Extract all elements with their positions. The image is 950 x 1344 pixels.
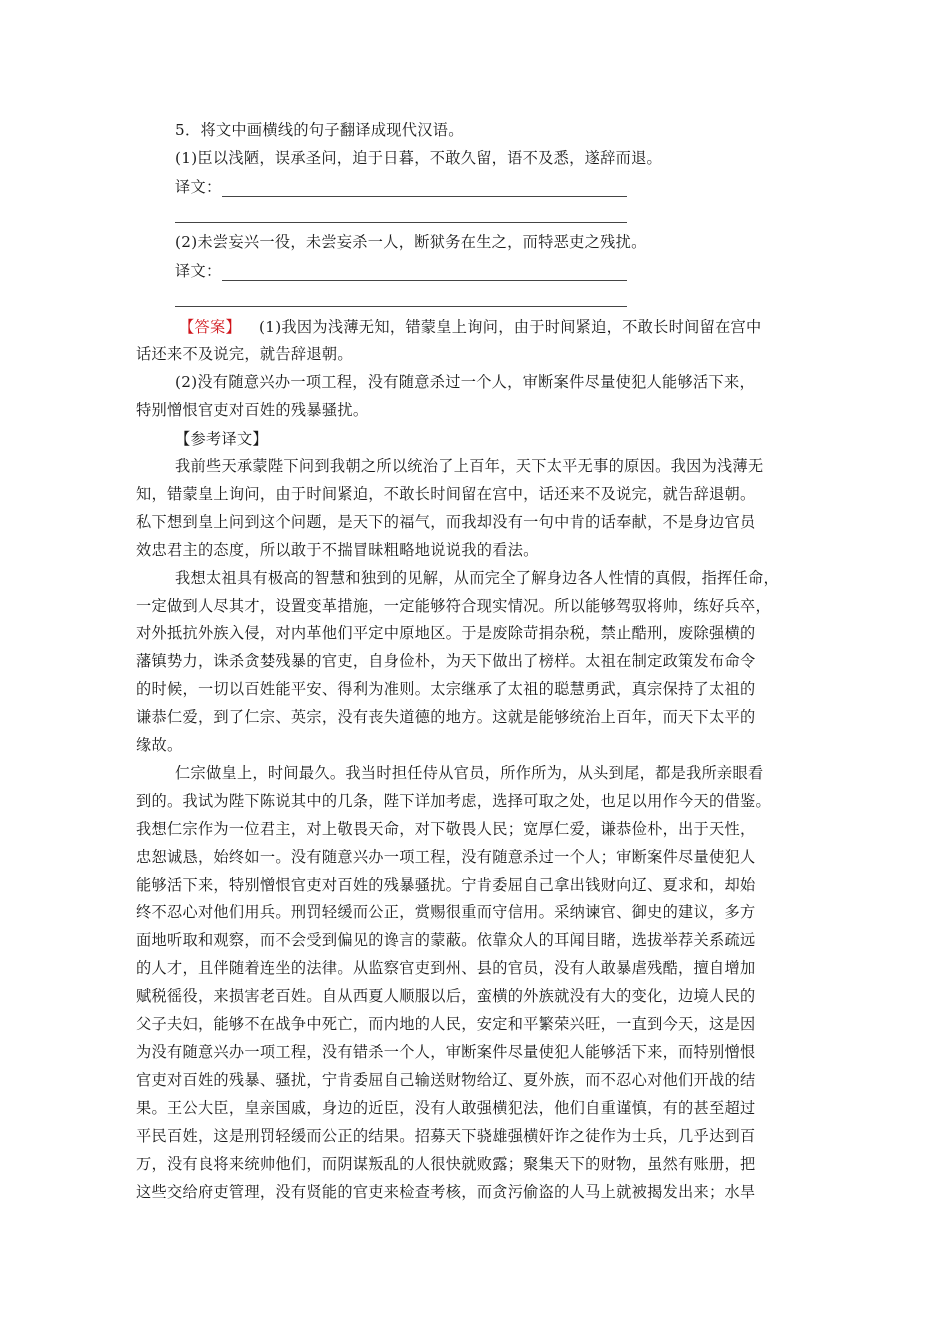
answer-tag-label: 【答案】 xyxy=(179,318,241,336)
translation-label-2: 译文： xyxy=(175,262,222,280)
paragraph-line: 我想太祖具有极高的智慧和独到的见解，从而完全了解身边各人性情的真假，指挥任命， xyxy=(175,569,780,587)
paragraph-line: 我前些天承蒙陛下问到我朝之所以统治了上百年，天下太平无事的原因。我因为浅薄无 xyxy=(175,457,764,475)
paragraph-line: 的时候，一切以百姓能平安、得利为准则。太宗继承了太祖的聪慧勇武，真宗保持了太祖的 xyxy=(136,680,756,698)
question-sentence-1: (1)臣以浅陋，误承圣问，迫于日暮，不敢久留，语不及悉，遂辞而退。 xyxy=(175,149,663,167)
paragraph-line: 到的。我试为陛下陈说其中的几条，陛下详加考虑，选择可取之处，也足以用作今天的借鉴。 xyxy=(136,792,771,810)
paragraph-line: 仁宗做皇上，时间最久。我当时担任侍从官员，所作所为，从头到尾，都是我所亲眼看 xyxy=(175,764,764,782)
paragraph-line: 赋税徭役，来损害老百姓。自从西夏人顺服以后，蛮横的外族就没有大的变化，边境人民的 xyxy=(136,987,756,1005)
answer-blank-line[interactable] xyxy=(175,306,627,307)
paragraph-line: 一定做到人尽其才，设置变革措施，一定能够符合现实情况。所以能够驾驭将帅，练好兵卒， xyxy=(136,597,771,615)
paragraph-line: 忠恕诚恳，始终如一。没有随意兴办一项工程，没有随意杀过一个人；审断案件尽量使犯人 xyxy=(136,848,756,866)
paragraph-line: 能够活下来，特别憎恨官吏对百姓的残暴骚扰。宁肯委屈自己拿出钱财向辽、夏求和，却始 xyxy=(136,876,756,894)
paragraph-line: 我想仁宗作为一位君主，对上敬畏天命，对下敬畏人民；宽厚仁爱，谦恭俭朴，出于天性， xyxy=(136,820,756,838)
paragraph-line: 为没有随意兴办一项工程，没有错杀一个人，审断案件尽量使犯人能够活下来，而特别憎恨 xyxy=(136,1043,756,1061)
paragraph-line: 父子夫妇，能够不在战争中死亡，而内地的人民，安定和平繁荣兴旺，一直到今天，这是因 xyxy=(136,1015,756,1033)
paragraph-line: 谦恭仁爱，到了仁宗、英宗，没有丧失道德的地方。这就是能够统治上百年，而天下太平的 xyxy=(136,708,756,726)
paragraph-line: 果。王公大臣，皇亲国戚，身边的近臣，没有人敢强横犯法，他们自重谨慎，有的甚至超过 xyxy=(136,1099,756,1117)
answer-line-4: 特别憎恨官吏对百姓的残暴骚扰。 xyxy=(136,401,369,419)
translation-label-1: 译文： xyxy=(175,178,222,196)
reference-heading: 【参考译文】 xyxy=(175,430,268,448)
paragraph-line: 的人才，且伴随着连坐的法律。从监察官吏到州、县的官员，没有人敢暴虐残酷，擅自增加 xyxy=(136,959,756,977)
paragraph-line: 缘故。 xyxy=(136,736,183,754)
paragraph-line: 效忠君主的态度，所以敢于不揣冒昧粗略地说说我的看法。 xyxy=(136,541,539,559)
answer-line-1: (1)我因为浅薄无知，错蒙皇上询问，由于时间紧迫，不敢长时间留在宫中 xyxy=(259,318,762,336)
paragraph-line: 万，没有良将来统帅他们，而阴谋叛乱的人很快就败露；聚集天下的财物，虽然有账册，把 xyxy=(136,1155,756,1173)
paragraph-line: 官吏对百姓的残暴、骚扰，宁肯委屈自己输送财物给辽、夏外族，而不忍心对他们开战的结 xyxy=(136,1071,756,1089)
paragraph-line: 对外抵抗外族入侵，对内革他们平定中原地区。于是废除苛捐杂税，禁止酷刑，废除强横的 xyxy=(136,624,756,642)
paragraph-line: 终不忍心对他们用兵。刑罚轻缓而公正，赏赐很重而守信用。采纳谏官、御史的建议，多方 xyxy=(136,903,756,921)
paragraph-line: 藩镇势力，诛杀贪婪残暴的官吏，自身俭朴，为天下做出了榜样。太祖在制定政策发布命令 xyxy=(136,652,756,670)
question-sentence-2: (2)未尝妄兴一役，未尝妄杀一人，断狱务在生之，而特恶吏之残扰。 xyxy=(175,233,647,251)
question-title: 5．将文中画横线的句子翻译成现代汉语。 xyxy=(175,121,464,139)
answer-line-2: 话还来不及说完，就告辞退朝。 xyxy=(136,345,353,363)
paragraph-line: 知，错蒙皇上询问，由于时间紧迫，不敢长时间留在宫中，话还来不及说完，就告辞退朝。 xyxy=(136,485,756,503)
paragraph-line: 面地听取和观察，而不会受到偏见的谗言的蒙蔽。依靠众人的耳闻目睹，选拔举荐关系疏远 xyxy=(136,931,756,949)
answer-blank-line[interactable] xyxy=(222,196,627,197)
paragraph-line: 平民百姓，这是刑罚轻缓而公正的结果。招募天下骁雄强横奸诈之徒作为士兵，几乎达到百 xyxy=(136,1127,756,1145)
answer-blank-line[interactable] xyxy=(222,280,627,281)
answer-line-3: (2)没有随意兴办一项工程，没有随意杀过一个人，审断案件尽量使犯人能够活下来， xyxy=(175,373,755,391)
answer-blank-line[interactable] xyxy=(175,222,627,223)
paragraph-line: 这些交给府吏管理，没有贤能的官吏来检查考核，而贪污偷盗的人马上就被揭发出来；水旱 xyxy=(136,1183,756,1201)
paragraph-line: 私下想到皇上问到这个问题，是天下的福气，而我却没有一句中肯的话奉献，不是身边官员 xyxy=(136,513,756,531)
